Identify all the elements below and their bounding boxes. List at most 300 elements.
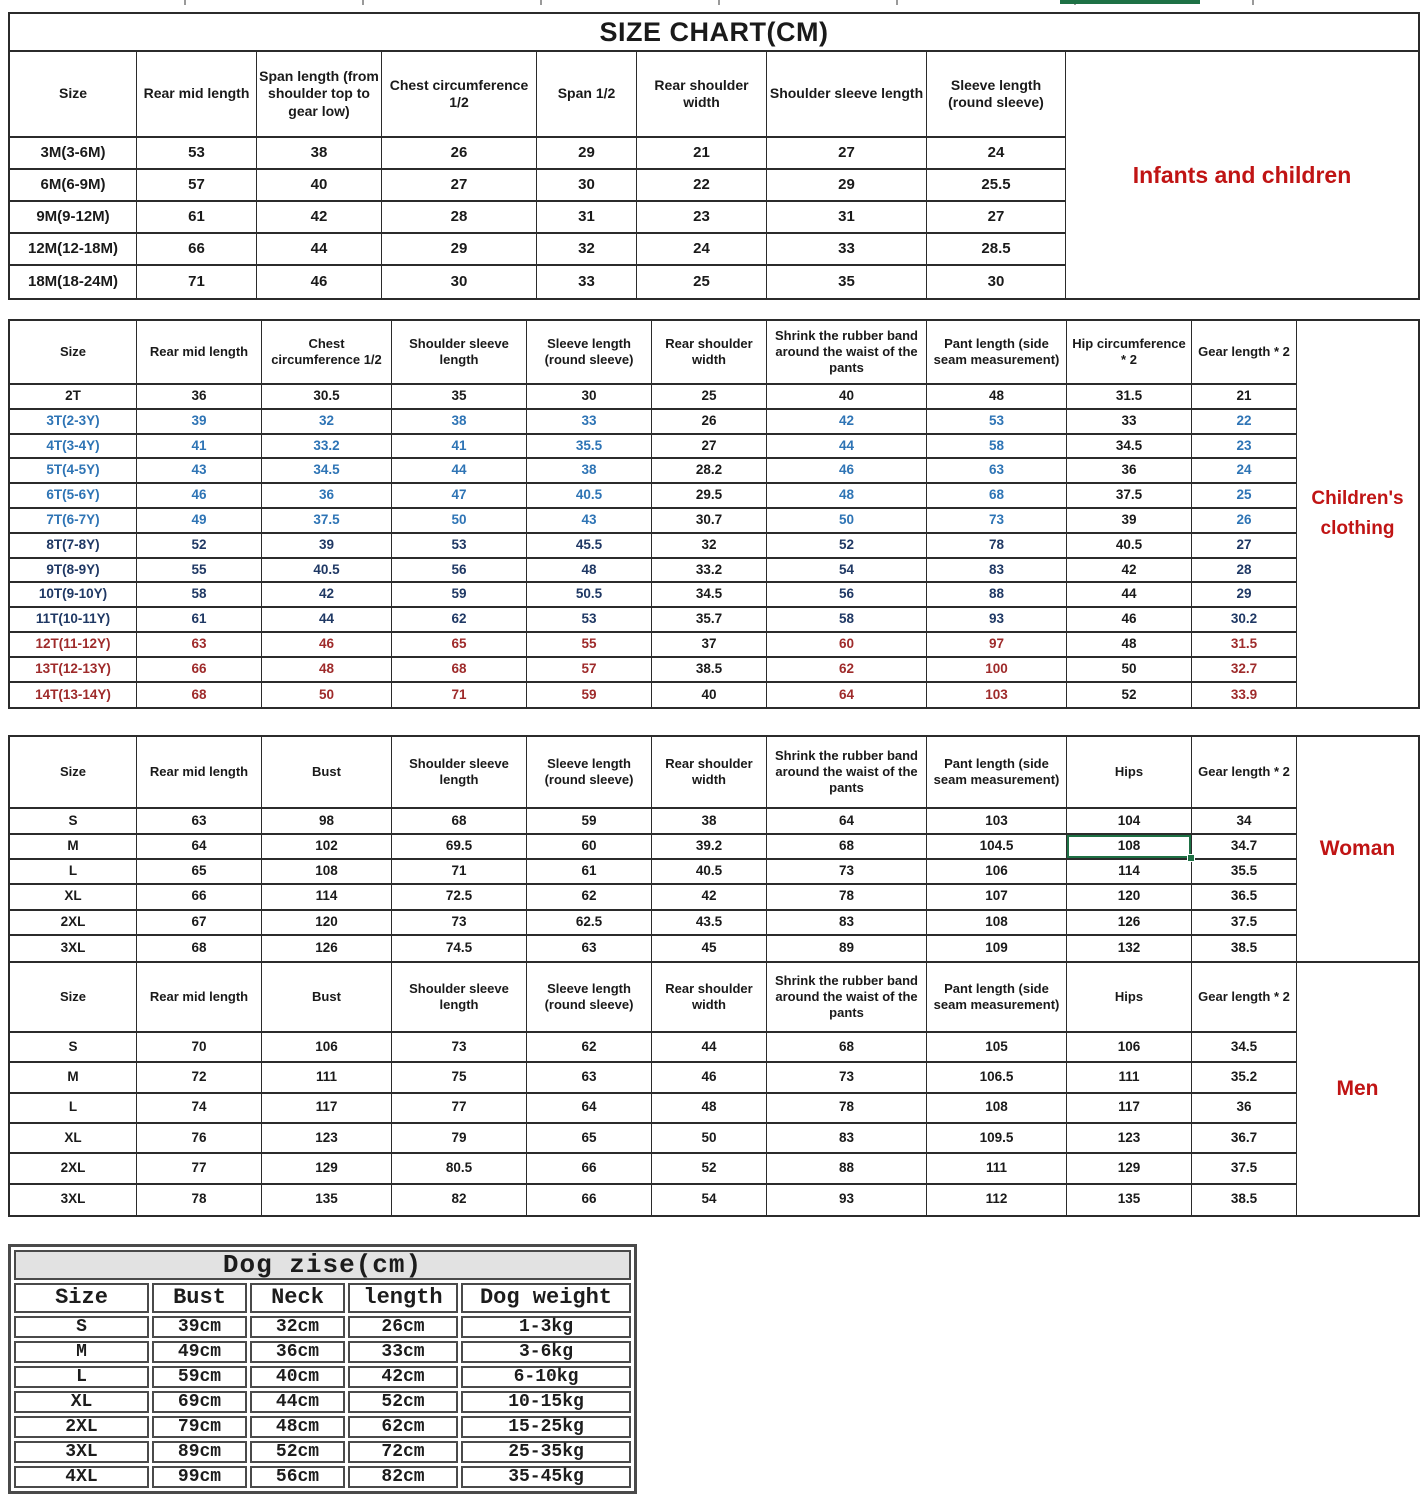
column-header: Sleeve length (round sleeve) bbox=[527, 963, 652, 1033]
value-cell: 66 bbox=[527, 1185, 652, 1215]
value-cell: 40 bbox=[652, 683, 767, 708]
value-cell: 29 bbox=[767, 170, 927, 202]
value-cell: 35-45kg bbox=[461, 1466, 631, 1488]
column-header: Neck bbox=[250, 1283, 345, 1313]
value-cell: 73 bbox=[927, 509, 1067, 534]
value-cell: 38.5 bbox=[1192, 936, 1297, 961]
column-header: Bust bbox=[262, 963, 392, 1033]
value-cell: 35 bbox=[392, 385, 527, 410]
value-cell: 70 bbox=[137, 1033, 262, 1063]
value-cell: 67 bbox=[137, 911, 262, 936]
value-cell: 72cm bbox=[348, 1441, 458, 1463]
value-cell: 63 bbox=[527, 936, 652, 961]
column-header: Hips bbox=[1067, 737, 1192, 809]
value-cell: 48cm bbox=[250, 1416, 345, 1438]
value-cell: 30 bbox=[527, 385, 652, 410]
value-cell: 58 bbox=[927, 435, 1067, 460]
value-cell: 39 bbox=[1067, 509, 1192, 534]
value-cell: 72.5 bbox=[392, 885, 527, 910]
value-cell: 50 bbox=[767, 509, 927, 534]
value-cell: 42 bbox=[767, 410, 927, 435]
value-cell: 80.5 bbox=[392, 1154, 527, 1184]
table-row bbox=[14, 1366, 631, 1388]
value-cell: 126 bbox=[1067, 911, 1192, 936]
value-cell: 47 bbox=[392, 484, 527, 509]
table-row bbox=[10, 1063, 1297, 1093]
column-header: Shoulder sleeve length bbox=[767, 52, 927, 138]
value-cell: 40.5 bbox=[652, 860, 767, 885]
value-cell: 34.5 bbox=[652, 583, 767, 608]
value-cell: 31.5 bbox=[1067, 385, 1192, 410]
size-cell: 7T(6-7Y) bbox=[10, 509, 137, 534]
value-cell: 36cm bbox=[250, 1341, 345, 1363]
value-cell: 69cm bbox=[152, 1391, 247, 1413]
size-cell: 10T(9-10Y) bbox=[10, 583, 137, 608]
value-cell: 52 bbox=[1067, 683, 1192, 708]
value-cell: 66 bbox=[137, 658, 262, 683]
value-cell: 99cm bbox=[152, 1466, 247, 1488]
value-cell: 36 bbox=[1192, 1094, 1297, 1124]
value-cell: 37.5 bbox=[262, 509, 392, 534]
table-row bbox=[10, 809, 1297, 834]
value-cell: 61 bbox=[137, 608, 262, 633]
value-cell: 48 bbox=[927, 385, 1067, 410]
column-header: Bust bbox=[152, 1283, 247, 1313]
value-cell: 53 bbox=[527, 608, 652, 633]
value-cell: 57 bbox=[527, 658, 652, 683]
table-row bbox=[10, 138, 1066, 170]
column-header: Shoulder sleeve length bbox=[392, 321, 527, 385]
value-cell: 104 bbox=[1067, 809, 1192, 834]
value-cell: 78 bbox=[927, 534, 1067, 559]
value-cell: 1-3kg bbox=[461, 1316, 631, 1338]
value-cell: 106 bbox=[262, 1033, 392, 1063]
value-cell: 48 bbox=[1067, 633, 1192, 658]
value-cell: 50.5 bbox=[527, 583, 652, 608]
value-cell: 40cm bbox=[250, 1366, 345, 1388]
value-cell: 64 bbox=[137, 835, 262, 860]
value-cell: 29 bbox=[1192, 583, 1297, 608]
table-row bbox=[10, 1154, 1297, 1184]
value-cell: 68 bbox=[392, 658, 527, 683]
size-cell: 12T(11-12Y) bbox=[10, 633, 137, 658]
value-cell: 68 bbox=[927, 484, 1067, 509]
value-cell: 27 bbox=[382, 170, 537, 202]
value-cell: 123 bbox=[262, 1124, 392, 1154]
column-header: Size bbox=[10, 52, 137, 138]
value-cell: 73 bbox=[767, 1063, 927, 1093]
value-cell: 25-35kg bbox=[461, 1441, 631, 1463]
value-cell: 28 bbox=[1192, 559, 1297, 584]
value-cell: 64 bbox=[767, 809, 927, 834]
size-cell: S bbox=[14, 1316, 149, 1338]
value-cell: 41 bbox=[392, 435, 527, 460]
value-cell: 36 bbox=[262, 484, 392, 509]
value-cell: 83 bbox=[767, 1124, 927, 1154]
column-header: Pant length (side seam measurement) bbox=[927, 321, 1067, 385]
size-cell: L bbox=[10, 860, 137, 885]
value-cell: 52 bbox=[137, 534, 262, 559]
value-cell: 46 bbox=[652, 1063, 767, 1093]
value-cell: 40 bbox=[257, 170, 382, 202]
value-cell: 23 bbox=[637, 202, 767, 234]
value-cell: 55 bbox=[527, 633, 652, 658]
value-cell: 52 bbox=[767, 534, 927, 559]
value-cell: 68 bbox=[767, 835, 927, 860]
value-cell: 33.2 bbox=[262, 435, 392, 460]
column-header: Size bbox=[10, 737, 137, 809]
table-row bbox=[14, 1316, 631, 1338]
value-cell: 25 bbox=[637, 266, 767, 298]
value-cell: 36.7 bbox=[1192, 1124, 1297, 1154]
value-cell: 32cm bbox=[250, 1316, 345, 1338]
value-cell: 68 bbox=[137, 683, 262, 708]
value-cell: 42 bbox=[652, 885, 767, 910]
value-cell: 26 bbox=[382, 138, 537, 170]
table-row bbox=[10, 1124, 1297, 1154]
value-cell: 40.5 bbox=[262, 559, 392, 584]
value-cell: 32 bbox=[652, 534, 767, 559]
value-cell: 23 bbox=[1192, 435, 1297, 460]
value-cell: 66 bbox=[137, 234, 257, 266]
value-cell: 34 bbox=[1192, 809, 1297, 834]
value-cell: 35 bbox=[767, 266, 927, 298]
value-cell: 39cm bbox=[152, 1316, 247, 1338]
value-cell: 56 bbox=[767, 583, 927, 608]
value-cell: 24 bbox=[637, 234, 767, 266]
value-cell: 75 bbox=[392, 1063, 527, 1093]
value-cell: 106 bbox=[1067, 1033, 1192, 1063]
value-cell: 58 bbox=[137, 583, 262, 608]
column-header: Shoulder sleeve length bbox=[392, 963, 527, 1033]
spreadsheet-gridline-strip bbox=[8, 0, 1420, 10]
value-cell: 104.5 bbox=[927, 835, 1067, 860]
size-cell: 3M(3-6M) bbox=[10, 138, 137, 170]
value-cell: 26 bbox=[1192, 509, 1297, 534]
value-cell: 39.2 bbox=[652, 835, 767, 860]
value-cell: 24 bbox=[1192, 459, 1297, 484]
value-cell: 32.7 bbox=[1192, 658, 1297, 683]
size-cell: S bbox=[10, 809, 137, 834]
value-cell: 98 bbox=[262, 809, 392, 834]
value-cell: 62.5 bbox=[527, 911, 652, 936]
value-cell: 57 bbox=[137, 170, 257, 202]
value-cell: 21 bbox=[637, 138, 767, 170]
value-cell: 35.5 bbox=[527, 435, 652, 460]
value-cell: 39 bbox=[262, 534, 392, 559]
value-cell: 62cm bbox=[348, 1416, 458, 1438]
size-cell: 12M(12-18M) bbox=[10, 234, 137, 266]
value-cell: 62 bbox=[527, 885, 652, 910]
infants-rows bbox=[10, 138, 1066, 298]
value-cell: 64 bbox=[767, 683, 927, 708]
value-cell: 21 bbox=[1192, 385, 1297, 410]
value-cell: 33 bbox=[537, 266, 637, 298]
value-cell: 29 bbox=[537, 138, 637, 170]
table-row bbox=[10, 459, 1297, 484]
table-row bbox=[14, 1466, 631, 1488]
value-cell: 30.5 bbox=[262, 385, 392, 410]
column-header: Rear shoulder width bbox=[637, 52, 767, 138]
column-header: Shoulder sleeve length bbox=[392, 737, 527, 809]
infants-section-label: Infants and children bbox=[1132, 161, 1352, 188]
table-row bbox=[10, 266, 1066, 298]
size-cell: 9M(9-12M) bbox=[10, 202, 137, 234]
column-header: Rear mid length bbox=[137, 737, 262, 809]
value-cell: 56 bbox=[392, 559, 527, 584]
value-cell: 120 bbox=[1067, 885, 1192, 910]
value-cell: 59 bbox=[527, 683, 652, 708]
value-cell: 46 bbox=[257, 266, 382, 298]
value-cell: 33 bbox=[767, 234, 927, 266]
value-cell: 45 bbox=[652, 936, 767, 961]
men-section bbox=[10, 961, 1418, 1215]
men-header-row bbox=[10, 963, 1297, 1033]
value-cell: 43 bbox=[527, 509, 652, 534]
value-cell: 50 bbox=[392, 509, 527, 534]
value-cell: 72 bbox=[137, 1063, 262, 1093]
value-cell: 33.9 bbox=[1192, 683, 1297, 708]
value-cell: 89 bbox=[767, 936, 927, 961]
value-cell: 33cm bbox=[348, 1341, 458, 1363]
sheet-title: SIZE CHART(CM) bbox=[10, 14, 1418, 52]
value-cell: 26 bbox=[652, 410, 767, 435]
value-cell: 89cm bbox=[152, 1441, 247, 1463]
value-cell: 117 bbox=[262, 1094, 392, 1124]
value-cell: 27 bbox=[767, 138, 927, 170]
value-cell: 112 bbox=[927, 1185, 1067, 1215]
size-cell: 6M(6-9M) bbox=[10, 170, 137, 202]
value-cell: 6-10kg bbox=[461, 1366, 631, 1388]
value-cell: 39 bbox=[137, 410, 262, 435]
value-cell: 33.2 bbox=[652, 559, 767, 584]
value-cell: 65 bbox=[137, 860, 262, 885]
value-cell: 73 bbox=[392, 911, 527, 936]
value-cell: 63 bbox=[927, 459, 1067, 484]
value-cell: 53 bbox=[137, 138, 257, 170]
value-cell: 71 bbox=[392, 860, 527, 885]
column-header: Size bbox=[10, 963, 137, 1033]
size-cell: M bbox=[14, 1341, 149, 1363]
value-cell: 60 bbox=[527, 835, 652, 860]
size-cell: M bbox=[10, 835, 137, 860]
size-cell: XL bbox=[10, 885, 137, 910]
value-cell: 54 bbox=[652, 1185, 767, 1215]
value-cell: 126 bbox=[262, 936, 392, 961]
value-cell: 109 bbox=[927, 936, 1067, 961]
value-cell: 100 bbox=[927, 658, 1067, 683]
value-cell: 129 bbox=[1067, 1154, 1192, 1184]
value-cell: 71 bbox=[137, 266, 257, 298]
value-cell: 40.5 bbox=[527, 484, 652, 509]
children-header-row bbox=[10, 321, 1297, 385]
value-cell: 62 bbox=[527, 1033, 652, 1063]
value-cell: 35.7 bbox=[652, 608, 767, 633]
size-cell: 4XL bbox=[14, 1466, 149, 1488]
size-cell: 3XL bbox=[14, 1441, 149, 1463]
value-cell: 111 bbox=[262, 1063, 392, 1093]
value-cell: 107 bbox=[927, 885, 1067, 910]
column-header: Bust bbox=[262, 737, 392, 809]
value-cell: 28 bbox=[382, 202, 537, 234]
value-cell: 53 bbox=[392, 534, 527, 559]
value-cell: 34.5 bbox=[262, 459, 392, 484]
column-header: Rear shoulder width bbox=[652, 963, 767, 1033]
column-header: Gear length * 2 bbox=[1192, 963, 1297, 1033]
size-cell: L bbox=[14, 1366, 149, 1388]
table-row bbox=[10, 683, 1297, 708]
value-cell: 31.5 bbox=[1192, 633, 1297, 658]
value-cell: 66 bbox=[137, 885, 262, 910]
size-cell: 2XL bbox=[14, 1416, 149, 1438]
value-cell: 103 bbox=[927, 683, 1067, 708]
value-cell: 108 bbox=[927, 911, 1067, 936]
size-cell: 4T(3-4Y) bbox=[10, 435, 137, 460]
value-cell: 63 bbox=[137, 809, 262, 834]
size-cell: 8T(7-8Y) bbox=[10, 534, 137, 559]
value-cell: 56cm bbox=[250, 1466, 345, 1488]
size-cell: 2T bbox=[10, 385, 137, 410]
value-cell: 30.2 bbox=[1192, 608, 1297, 633]
column-header: Size bbox=[10, 321, 137, 385]
value-cell: 65 bbox=[392, 633, 527, 658]
value-cell: 43.5 bbox=[652, 911, 767, 936]
value-cell: 38 bbox=[257, 138, 382, 170]
value-cell: 88 bbox=[767, 1154, 927, 1184]
table-row bbox=[10, 583, 1297, 608]
value-cell: 106 bbox=[927, 860, 1067, 885]
column-header: Pant length (side seam measurement) bbox=[927, 963, 1067, 1033]
size-cell: 3XL bbox=[10, 1185, 137, 1215]
value-cell: 33 bbox=[527, 410, 652, 435]
value-cell: 38.5 bbox=[1192, 1185, 1297, 1215]
value-cell: 22 bbox=[1192, 410, 1297, 435]
value-cell: 78 bbox=[767, 885, 927, 910]
value-cell: 93 bbox=[927, 608, 1067, 633]
value-cell: 78 bbox=[137, 1185, 262, 1215]
value-cell: 37.5 bbox=[1067, 484, 1192, 509]
value-cell: 135 bbox=[262, 1185, 392, 1215]
woman-header-row bbox=[10, 737, 1297, 809]
woman-section bbox=[10, 737, 1418, 961]
value-cell: 69.5 bbox=[392, 835, 527, 860]
value-cell: 60 bbox=[767, 633, 927, 658]
value-cell: 44 bbox=[1067, 583, 1192, 608]
value-cell: 64 bbox=[527, 1094, 652, 1124]
column-header: Rear mid length bbox=[137, 52, 257, 138]
table-row bbox=[14, 1341, 631, 1363]
value-cell: 25.5 bbox=[927, 170, 1066, 202]
value-cell: 111 bbox=[927, 1154, 1067, 1184]
value-cell: 30 bbox=[927, 266, 1066, 298]
value-cell: 106.5 bbox=[927, 1063, 1067, 1093]
table-row bbox=[10, 885, 1297, 910]
men-rows bbox=[10, 1033, 1297, 1215]
table-row bbox=[10, 608, 1297, 633]
table-row bbox=[10, 860, 1297, 885]
value-cell: 50 bbox=[1067, 658, 1192, 683]
value-cell: 36 bbox=[1067, 459, 1192, 484]
column-header: Sleeve length (round sleeve) bbox=[527, 737, 652, 809]
column-header: Dog weight bbox=[461, 1283, 631, 1313]
value-cell: 54 bbox=[767, 559, 927, 584]
table-row bbox=[10, 633, 1297, 658]
value-cell: 22 bbox=[637, 170, 767, 202]
woman-rows bbox=[10, 809, 1297, 961]
table-row bbox=[14, 1441, 631, 1463]
table-row bbox=[10, 658, 1297, 683]
value-cell: 41 bbox=[137, 435, 262, 460]
value-cell: 120 bbox=[262, 911, 392, 936]
value-cell: 27 bbox=[927, 202, 1066, 234]
table-row bbox=[10, 435, 1297, 460]
value-cell: 59 bbox=[392, 583, 527, 608]
size-cell: 14T(13-14Y) bbox=[10, 683, 137, 708]
value-cell: 48 bbox=[767, 484, 927, 509]
value-cell: 34.7 bbox=[1192, 835, 1297, 860]
size-cell: XL bbox=[14, 1391, 149, 1413]
value-cell: 61 bbox=[137, 202, 257, 234]
column-header: Shrink the rubber band around the waist of the pants bbox=[767, 963, 927, 1033]
value-cell: 111 bbox=[1067, 1063, 1192, 1093]
value-cell: 114 bbox=[1067, 860, 1192, 885]
children-table bbox=[8, 319, 1420, 709]
value-cell: 83 bbox=[767, 911, 927, 936]
table-row bbox=[10, 484, 1297, 509]
value-cell: 32 bbox=[537, 234, 637, 266]
value-cell: 28.5 bbox=[927, 234, 1066, 266]
column-header: Sleeve length (round sleeve) bbox=[527, 321, 652, 385]
table-row bbox=[14, 1391, 631, 1413]
column-header: Size bbox=[14, 1283, 149, 1313]
value-cell: 38.5 bbox=[652, 658, 767, 683]
value-cell: 48 bbox=[262, 658, 392, 683]
table-row bbox=[10, 385, 1297, 410]
value-cell: 93 bbox=[767, 1185, 927, 1215]
size-cell: M bbox=[10, 1063, 137, 1093]
value-cell: 31 bbox=[767, 202, 927, 234]
size-cell: 5T(4-5Y) bbox=[10, 459, 137, 484]
value-cell: 30.7 bbox=[652, 509, 767, 534]
value-cell: 46 bbox=[1067, 608, 1192, 633]
value-cell: 34.5 bbox=[1192, 1033, 1297, 1063]
value-cell: 73 bbox=[392, 1033, 527, 1063]
value-cell: 73 bbox=[767, 860, 927, 885]
value-cell: 53 bbox=[927, 410, 1067, 435]
value-cell: 68 bbox=[137, 936, 262, 961]
value-cell: 88 bbox=[927, 583, 1067, 608]
dog-table-title: Dog zise(cm) bbox=[14, 1250, 631, 1280]
table-row bbox=[10, 170, 1066, 202]
column-header: Hip circumference * 2 bbox=[1067, 321, 1192, 385]
value-cell: 63 bbox=[137, 633, 262, 658]
selected-range-indicator bbox=[1060, 0, 1200, 4]
value-cell: 59cm bbox=[152, 1366, 247, 1388]
column-header: Gear length * 2 bbox=[1192, 321, 1297, 385]
size-cell: XL bbox=[10, 1124, 137, 1154]
value-cell: 74.5 bbox=[392, 936, 527, 961]
column-header: length bbox=[348, 1283, 458, 1313]
value-cell: 68 bbox=[767, 1033, 927, 1063]
value-cell: 27 bbox=[652, 435, 767, 460]
column-header: Pant length (side seam measurement) bbox=[927, 737, 1067, 809]
value-cell: 108 bbox=[262, 860, 392, 885]
column-header: Shrink the rubber band around the waist of the pants bbox=[767, 737, 927, 809]
value-cell: 46 bbox=[137, 484, 262, 509]
value-cell: 135 bbox=[1067, 1185, 1192, 1215]
value-cell: 33 bbox=[1067, 410, 1192, 435]
table-row bbox=[10, 835, 1297, 860]
